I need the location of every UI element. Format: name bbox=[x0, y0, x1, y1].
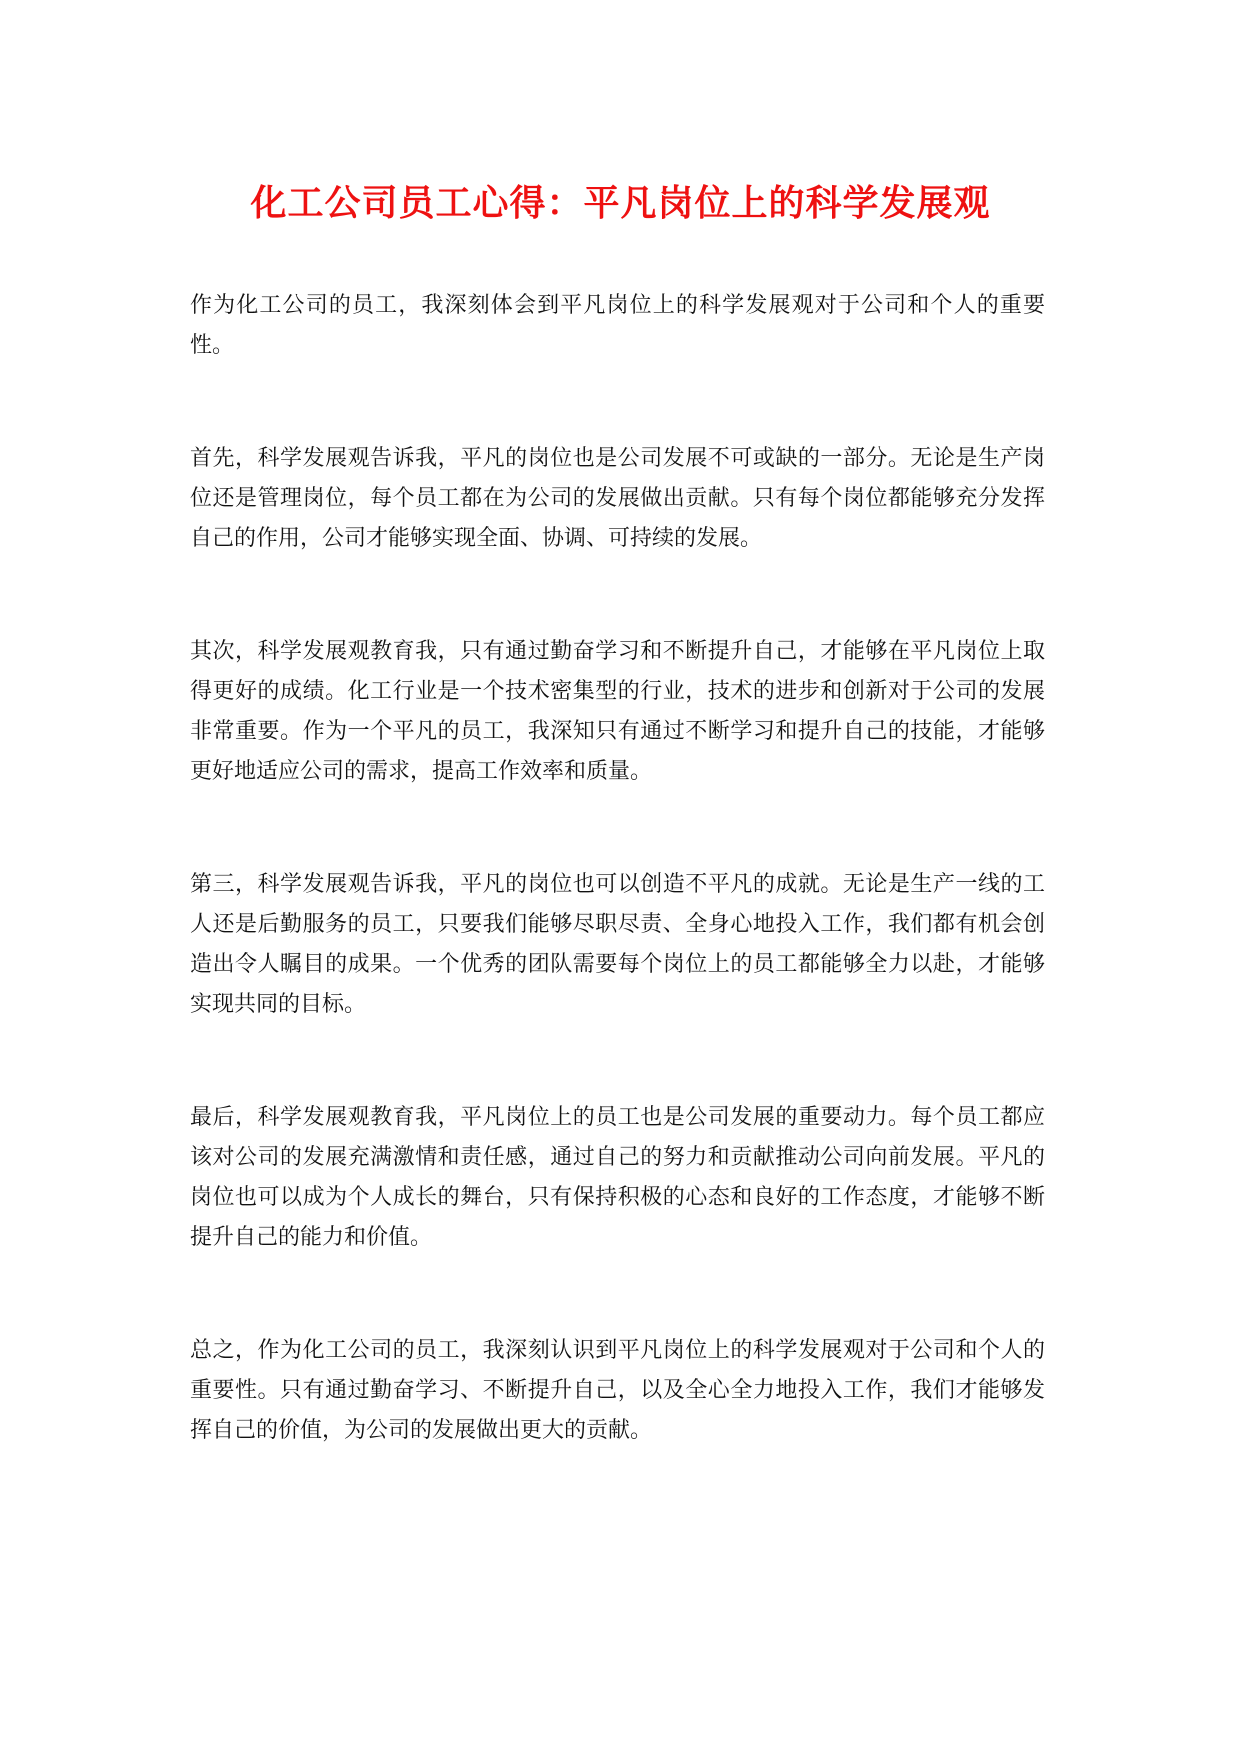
paragraph-intro: 作为化工公司的员工，我深刻体会到平凡岗位上的科学发展观对于公司和个人的重要性。 bbox=[190, 293, 1045, 358]
paragraph-first: 首先，科学发展观告诉我，平凡的岗位也是公司发展不可或缺的一部分。无论是生产岗位还是管理岗位，每个员工都在为公司的发展做出贡献。只有每个岗位都能够充分发挥自己的作用，公司才能够实现全面、协调、可持续的发展。 bbox=[190, 446, 1045, 551]
paragraph-third: 第三，科学发展观告诉我，平凡的岗位也可以创造不平凡的成就。无论是生产一线的工人还是后勤服务的员工，只要我们能够尽职尽责、全身心地投入工作，我们都有机会创造出令人瞩目的成果。一个优秀的团队需要每个岗位上的员工都能够全力以赴，才能够实现共同的目标。 bbox=[190, 872, 1045, 1017]
paragraph-conclusion: 总之，作为化工公司的员工，我深刻认识到平凡岗位上的科学发展观对于公司和个人的重要性。只有通过勤奋学习、不断提升自己，以及全心全力地投入工作，我们才能够发挥自己的价值，为公司的发展做出更大的贡献。 bbox=[190, 1338, 1045, 1443]
paragraph-last: 最后，科学发展观教育我，平凡岗位上的员工也是公司发展的重要动力。每个员工都应该对公司的发展充满激情和责任感，通过自己的努力和贡献推动公司向前发展。平凡的岗位也可以成为个人成长的舞台，只有保持积极的心态和良好的工作态度，才能够不断提升自己的能力和价值。 bbox=[190, 1105, 1045, 1250]
paragraph-second: 其次，科学发展观教育我，只有通过勤奋学习和不断提升自己，才能够在平凡岗位上取得更好的成绩。化工行业是一个技术密集型的行业，技术的进步和创新对于公司的发展非常重要。作为一个平凡的员工，我深知只有通过不断学习和提升自己的技能，才能够更好地适应公司的需求，提高工作效率和质量。 bbox=[190, 639, 1045, 784]
document-title: 化工公司员工心得：平凡岗位上的科学发展观 bbox=[250, 183, 991, 224]
document-body bbox=[190, 286, 1045, 1524]
